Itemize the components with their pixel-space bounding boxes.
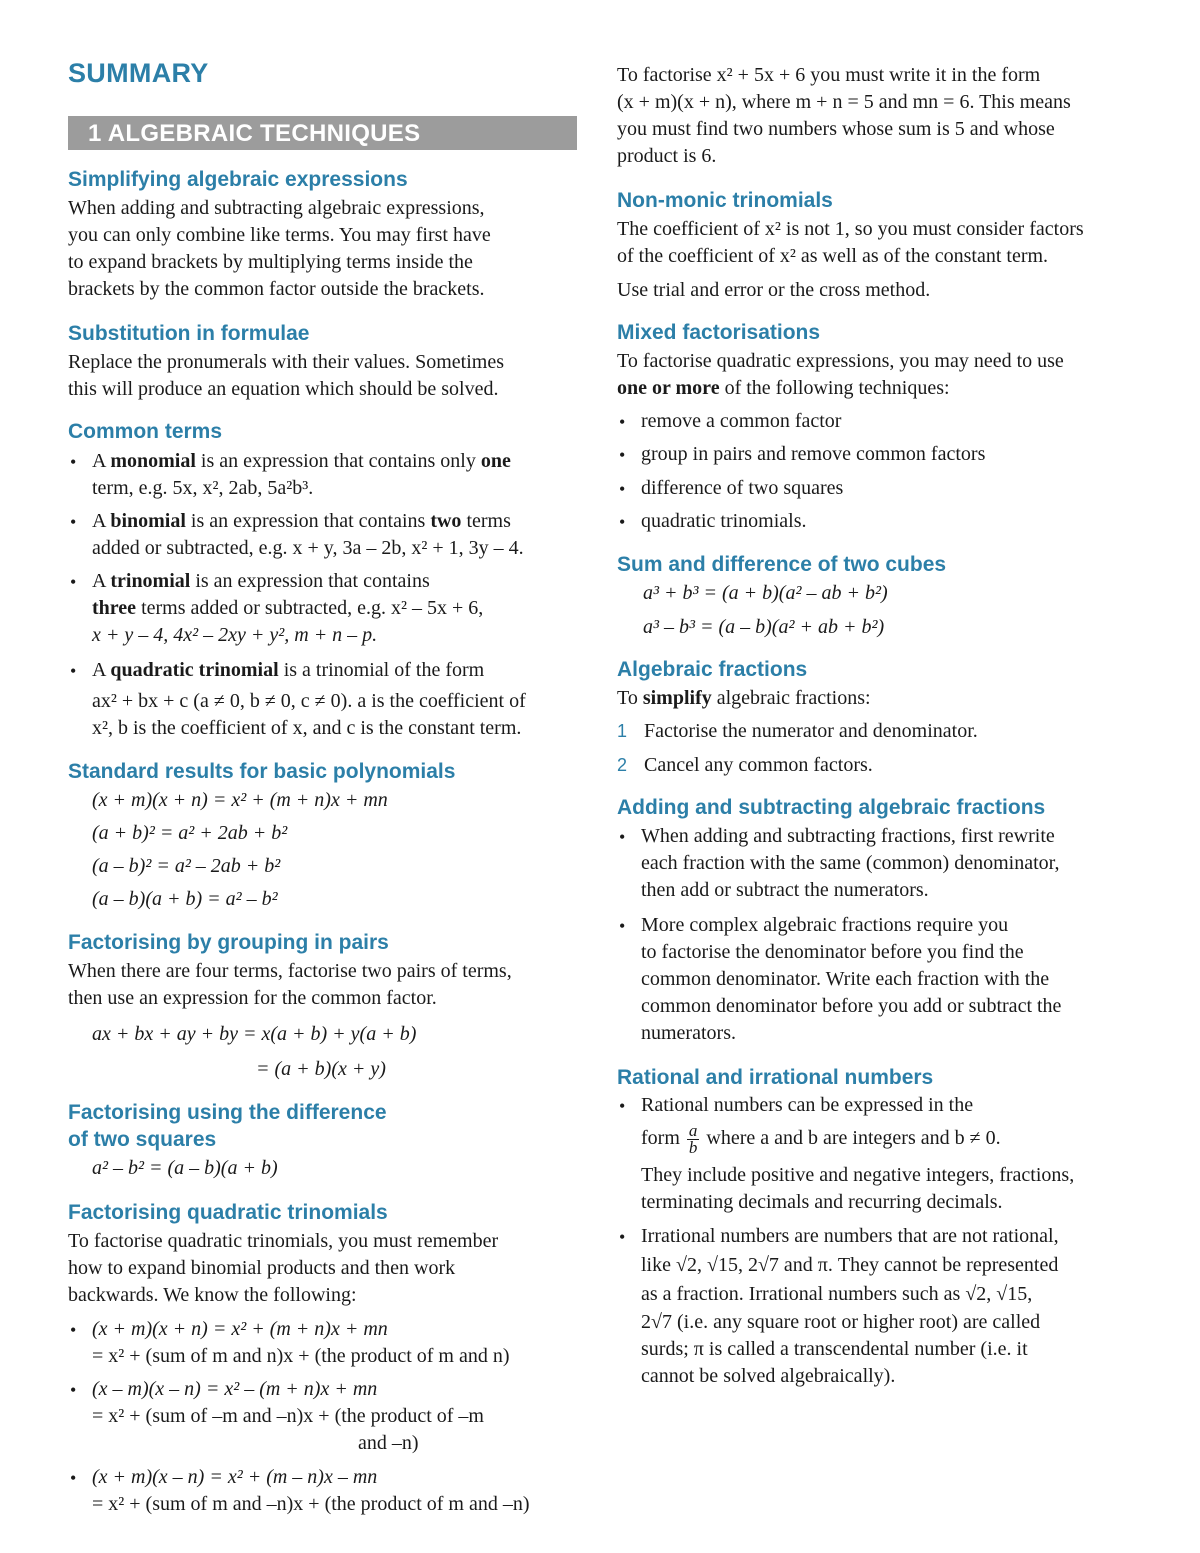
heading-difference-squares-2: of two squares [68,1128,217,1151]
bullet-icon: • [70,1320,77,1340]
list-item: remove a common factor [641,410,842,432]
equation: (a – b)(a + b) = a² – b² [92,888,278,910]
bullet-icon: • [70,661,77,681]
bullet-icon: • [70,452,77,472]
bullet-icon: • [70,572,77,592]
text-line: numerators. [641,1022,736,1044]
text-line: The coefficient of x² is not 1, so you must consider factors [617,218,1084,240]
heading-non-monic: Non-monic trinomials [617,189,833,212]
bullet-icon: • [70,512,77,532]
text-line: (x + m)(x + n), where m + n = 5 and mn = 6. This means [617,91,1071,113]
text-line: brackets by the common factor outside the brackets. [68,278,485,300]
equation: a² – b² = (a – b)(a + b) [92,1157,278,1179]
equation: = x² + (sum of –m and –n)x + (the product of –m [92,1405,484,1427]
list-item: group in pairs and remove common factors [641,443,986,465]
equation: (a – b)² = a² – 2ab + b² [92,855,281,877]
monomial-line-2: term, e.g. 5x, x², 2ab, 5a²b³. [92,477,314,499]
equation: a³ – b³ = (a – b)(a² + ab + b²) [643,616,885,638]
text-line: then use an expression for the common factor. [68,987,437,1009]
heading-difference-squares: Factorising using the difference [68,1101,387,1124]
text-line: you must find two numbers whose sum is 5 and whose [617,118,1055,140]
quadratic-line-1: A quadratic trinomial is a trinomial of the form [92,659,485,681]
heading-simplifying: Simplifying algebraic expressions [68,168,408,191]
text-line: as a fraction. Irrational numbers such as √2, √15, [641,1283,1033,1305]
bullet-icon: • [70,1380,77,1400]
heading-rational-irrational: Rational and irrational numbers [617,1066,934,1089]
bullet-icon: • [619,827,626,847]
text-line: common denominator before you add or subtract the [641,995,1062,1017]
text-line: They include positive and negative integers, fractions, [641,1164,1075,1186]
list-item: difference of two squares [641,477,844,499]
text-line: each fraction with the same (common) denominator, [641,852,1060,874]
equation: and –n) [358,1432,419,1454]
heading-substitution: Substitution in formulae [68,322,310,345]
equation: (x – m)(x – n) = x² – (m + n)x + mn [92,1378,378,1400]
summary-title: SUMMARY [68,58,209,88]
text-line: To simplify algebraic fractions: [617,687,871,709]
equation: = (a + b)(x + y) [256,1058,386,1080]
text-line: then add or subtract the numerators. [641,879,929,901]
bullet-icon: • [619,1096,626,1116]
monomial-line-1: A monomial is an expression that contains only one [92,450,511,472]
list-item: Factorise the numerator and denominator. [644,720,978,742]
fraction-a-over-b: $\frac{a}{b}$ [688,1121,698,1157]
text-line: backwards. We know the following: [68,1284,357,1306]
chapter-heading: 1 ALGEBRAIC TECHNIQUES [68,116,577,150]
heading-standard-results: Standard results for basic polynomials [68,760,456,783]
text-line: When adding and subtracting algebraic expressions, [68,197,485,219]
text-line: you can only combine like terms. You may first have [68,224,491,246]
bullet-icon: • [619,1227,626,1247]
bullet-icon: • [619,445,626,465]
quadratic-line-3: x², b is the coefficient of x, and c is the constant term. [92,717,522,739]
text-line: product is 6. [617,145,717,167]
binomial-line-1: A binomial is an expression that contains two terms [92,510,511,532]
text-line: Use trial and error or the cross method. [617,279,931,301]
step-number: 1 [617,721,628,741]
trinomial-line-1: A trinomial is an expression that contains [92,570,430,592]
text-line: to factorise the denominator before you find the [641,941,1024,963]
text-line: like √2, √15, 2√7 and π. They cannot be represented [641,1254,1059,1276]
quadratic-line-2: ax² + bx + c (a ≠ 0, b ≠ 0, c ≠ 0). a is the coefficient of [92,690,526,712]
bullet-icon: • [70,1468,77,1488]
heading-cubes: Sum and difference of two cubes [617,553,947,576]
heading-algebraic-fractions: Algebraic fractions [617,658,808,681]
equation: (x + m)(x + n) = x² + (m + n)x + mn [92,1318,388,1340]
text-line: Irrational numbers are numbers that are not rational, [641,1225,1059,1247]
equation: (a + b)² = a² + 2ab + b² [92,822,288,844]
text-line: When there are four terms, factorise two pairs of terms, [68,960,512,982]
heading-quadratic-trinomials: Factorising quadratic trinomials [68,1201,388,1224]
bullet-icon: • [619,512,626,532]
equation: = x² + (sum of m and n)x + (the product of m and n) [92,1345,510,1367]
text-line: one or more of the following techniques: [617,377,950,399]
equation: (x + m)(x – n) = x² + (m – n)x – mn [92,1466,378,1488]
text-line: of the coefficient of x² as well as of the constant term. [617,245,1049,267]
equation: ax + bx + ay + by = x(a + b) + y(a + b) [92,1023,417,1045]
equation: = x² + (sum of m and –n)x + (the product of m and –n) [92,1493,530,1515]
text-line: Replace the pronumerals with their values. Sometimes [68,351,504,373]
bullet-icon: • [619,479,626,499]
text-line: When adding and subtracting fractions, first rewrite [641,825,1055,847]
text-line: To factorise quadratic trinomials, you must remember [68,1230,499,1252]
text-line: More complex algebraic fractions require you [641,914,1009,936]
text-line: To factorise quadratic expressions, you may need to use [617,350,1064,372]
text-line: common denominator. Write each fraction with the [641,968,1050,990]
heading-adding-subtracting: Adding and subtracting algebraic fractions [617,796,1046,819]
step-number: 2 [617,755,628,775]
text-line: To factorise x² + 5x + 6 you must write it in the form [617,64,1041,86]
bullet-icon: • [619,916,626,936]
text-line: terminating decimals and recurring decimals. [641,1191,1003,1213]
trinomial-line-2: three terms added or subtracted, e.g. x² – 5x + 6, [92,597,484,619]
list-item: Cancel any common factors. [644,754,873,776]
text-line: 2√7 (i.e. any square root or higher root) are called [641,1311,1041,1333]
equation: a³ + b³ = (a + b)(a² – ab + b²) [643,582,888,604]
list-item: quadratic trinomials. [641,510,807,532]
heading-common-terms: Common terms [68,420,223,443]
heading-grouping: Factorising by grouping in pairs [68,931,389,954]
text-line: form $\frac{a}{b}$ where a and b are integers and b ≠ 0. [641,1121,1001,1157]
heading-mixed: Mixed factorisations [617,321,821,344]
text-line: Rational numbers can be expressed in the [641,1094,974,1116]
equation: (x + m)(x + n) = x² + (m + n)x + mn [92,789,388,811]
text-line: surds; π is called a transcendental number (i.e. it [641,1338,1028,1360]
text-line: this will produce an equation which should be solved. [68,378,499,400]
text-line: to expand brackets by multiplying terms inside the [68,251,473,273]
bullet-icon: • [619,412,626,432]
text-line: cannot be solved algebraically). [641,1365,896,1387]
text-line: how to expand binomial products and then work [68,1257,456,1279]
binomial-line-2: added or subtracted, e.g. x + y, 3a – 2b, x² + 1, 3y – 4. [92,537,524,559]
trinomial-line-3: x + y – 4, 4x² – 2xy + y², m + n – p. [92,624,378,646]
